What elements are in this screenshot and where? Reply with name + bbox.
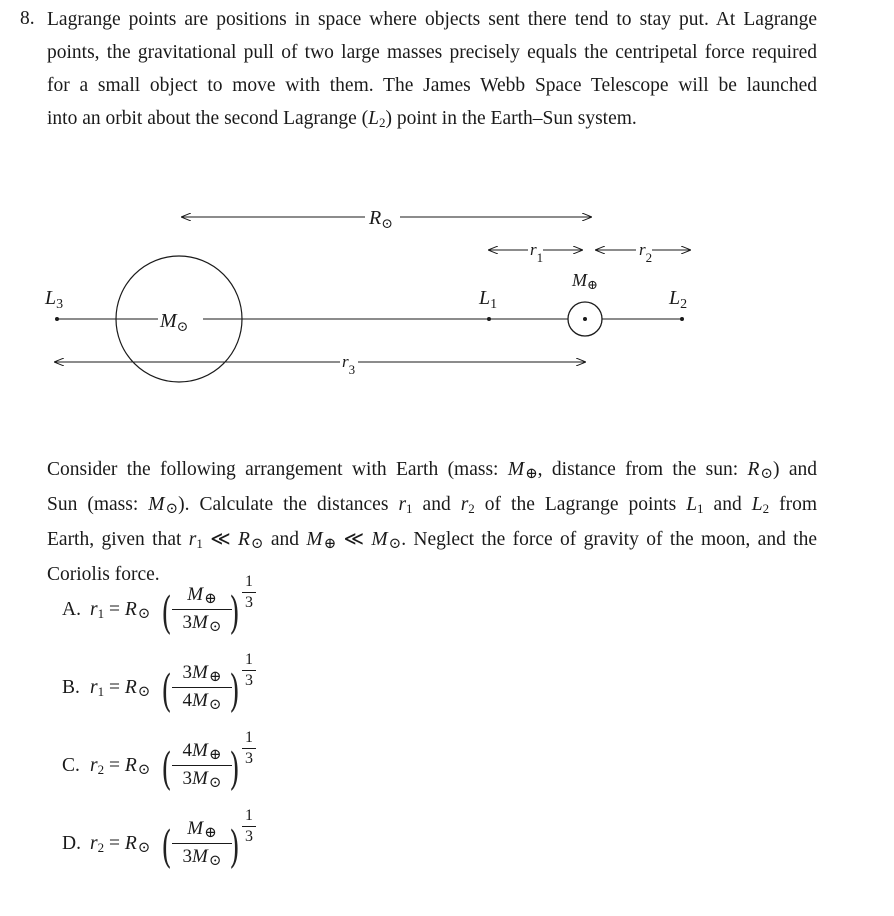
left-paren: ( (161, 744, 172, 795)
option-d[interactable] (62, 806, 362, 886)
right-paren: ) (229, 744, 240, 795)
left-paren: ( (161, 822, 172, 873)
l2-point (680, 317, 684, 321)
l1-point (487, 317, 491, 321)
option-lhs: $r_2$ = R⊙ (90, 833, 151, 856)
option-fraction: $\frac{M\oplus}{3M⊙}$ (172, 816, 232, 871)
option-fraction: $\frac{M\oplus}{3M⊙}$ (172, 582, 232, 637)
r3-label: $r_3$ (342, 352, 356, 377)
setup-line-1: Consider the following arrangement with Earth (mass: M⊕, distance from the sun: R⊙) and (47, 459, 817, 482)
option-exponent: $\frac{1}{3}$ (242, 572, 256, 613)
right-paren: ) (229, 666, 240, 717)
option-exponent: $\frac{1}{3}$ (242, 806, 256, 847)
r-sun-label: $R_⊙$ (369, 207, 393, 232)
m-sun-label: $M_⊙$ (160, 310, 189, 335)
intro-line-3: for a small object to move with them. The James Webb Space Telescope will be launched (47, 75, 817, 96)
option-fraction: $\frac{3M\oplus}{4M⊙}$ (172, 660, 232, 715)
setup-line-2: Sun (mass: M⊙). Calculate the distances $r_1$ and $r_2$ of the Lagrange points $L_1$ and $L_2$ from (47, 494, 817, 517)
question-intro (47, 3, 817, 135)
option-letter: D. (62, 833, 81, 854)
left-paren: ( (161, 666, 172, 717)
option-c[interactable] (62, 728, 362, 808)
option-exponent: $\frac{1}{3}$ (242, 728, 256, 769)
l1-label: $L_1$ (479, 287, 498, 312)
r2-label: $r_2$ (639, 240, 653, 265)
left-paren: ( (161, 588, 172, 639)
option-lhs: $r_1$ = R⊙ (90, 599, 151, 622)
intro-line-4: into an orbit about the second Lagrange $(L_2)$ point in the Earth–Sun system. (47, 108, 637, 130)
right-paren: ) (229, 822, 240, 873)
intro-line-1: Lagrange points are positions in space where objects sent there tend to stay put. At Lagrange (47, 9, 817, 30)
option-b[interactable] (62, 650, 362, 730)
setup-line-4: Coriolis force. (47, 564, 160, 585)
option-letter: A. (62, 599, 81, 620)
option-letter: C. (62, 755, 80, 776)
option-letter: B. (62, 677, 80, 698)
question-number: 8. (20, 8, 35, 29)
lagrange-diagram (0, 150, 894, 410)
l3-point (55, 317, 59, 321)
m-earth-label: M⊕ (572, 270, 598, 292)
question-setup (47, 453, 817, 591)
earth-center-dot (583, 317, 587, 321)
right-paren: ) (229, 588, 240, 639)
option-fraction: $\frac{4M\oplus}{3M⊙}$ (172, 738, 232, 793)
option-lhs: $r_1$ = R⊙ (90, 677, 151, 700)
l3-label: $L_3$ (45, 287, 64, 312)
option-exponent: $\frac{1}{3}$ (242, 650, 256, 691)
r1-label: $r_1$ (530, 240, 544, 265)
intro-line-2: points, the gravitational pull of two large masses precisely equals the centripetal force required (47, 42, 817, 63)
l2-label: $L_2$ (669, 287, 688, 312)
setup-line-3: Earth, given that $r_1$ ≪ R⊙ and M⊕ ≪ M⊙. Neglect the force of gravity of the moon, and the (47, 529, 817, 552)
option-lhs: $r_2$ = R⊙ (90, 755, 151, 778)
option-a[interactable] (62, 572, 362, 652)
